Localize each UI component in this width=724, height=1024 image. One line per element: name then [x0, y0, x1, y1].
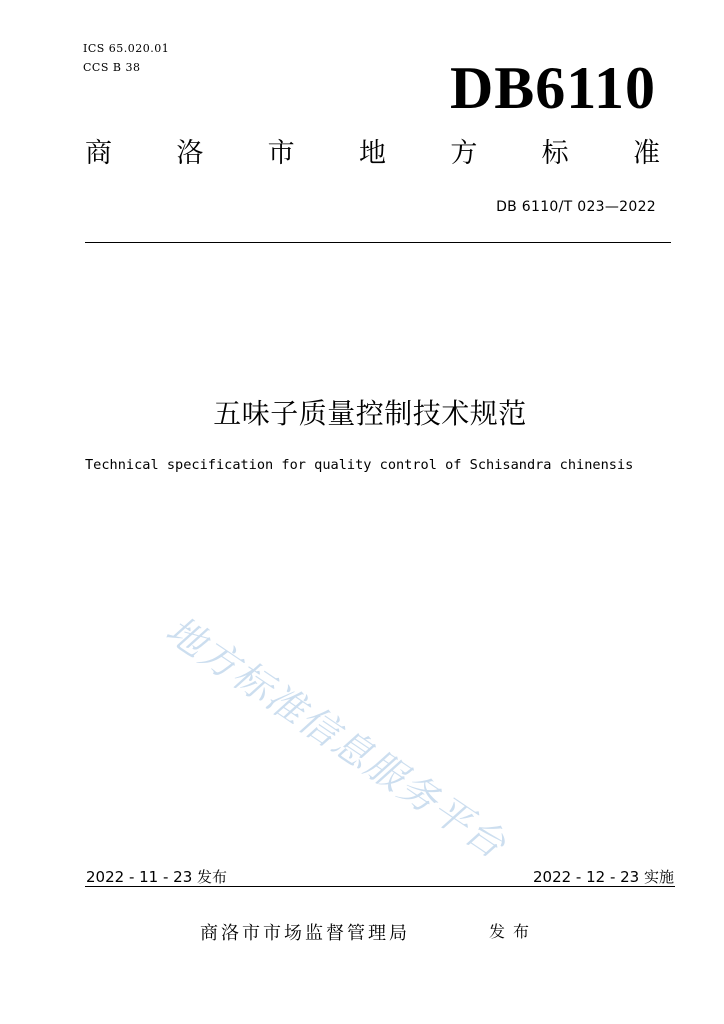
standard-type-char: 地 — [358, 138, 386, 169]
standard-type-char: 准 — [632, 138, 660, 169]
standard-type-char: 商 — [85, 138, 112, 169]
standard-type-char: 标 — [541, 138, 569, 169]
standard-number: DB 6110/T 023—2022 — [496, 199, 656, 215]
standard-code: DB6110 — [449, 55, 656, 121]
ccs-code: CCS B 38 — [83, 61, 141, 74]
bottom-divider — [85, 886, 675, 887]
standard-type-char: 洛 — [176, 138, 204, 169]
standard-type-char: 方 — [450, 138, 478, 169]
title-chinese: 五味子质量控制技术规范 — [213, 397, 527, 430]
implementation-date: 2022 - 12 - 23 实施 — [532, 868, 674, 886]
title-english: Technical specification for quality control of Schisandra chinensis — [85, 457, 634, 473]
issue-label: 发布 — [489, 922, 538, 941]
ics-code: ICS 65.020.01 — [83, 42, 170, 55]
top-divider — [85, 242, 671, 243]
standard-type-char: 市 — [267, 138, 295, 169]
issuing-authority: 商洛市市场监督管理局 — [200, 923, 410, 944]
release-date: 2022 - 11 - 23 发布 — [86, 868, 228, 886]
standard-type — [85, 140, 660, 167]
watermark: 地方标准信息服务平台 — [158, 607, 515, 868]
